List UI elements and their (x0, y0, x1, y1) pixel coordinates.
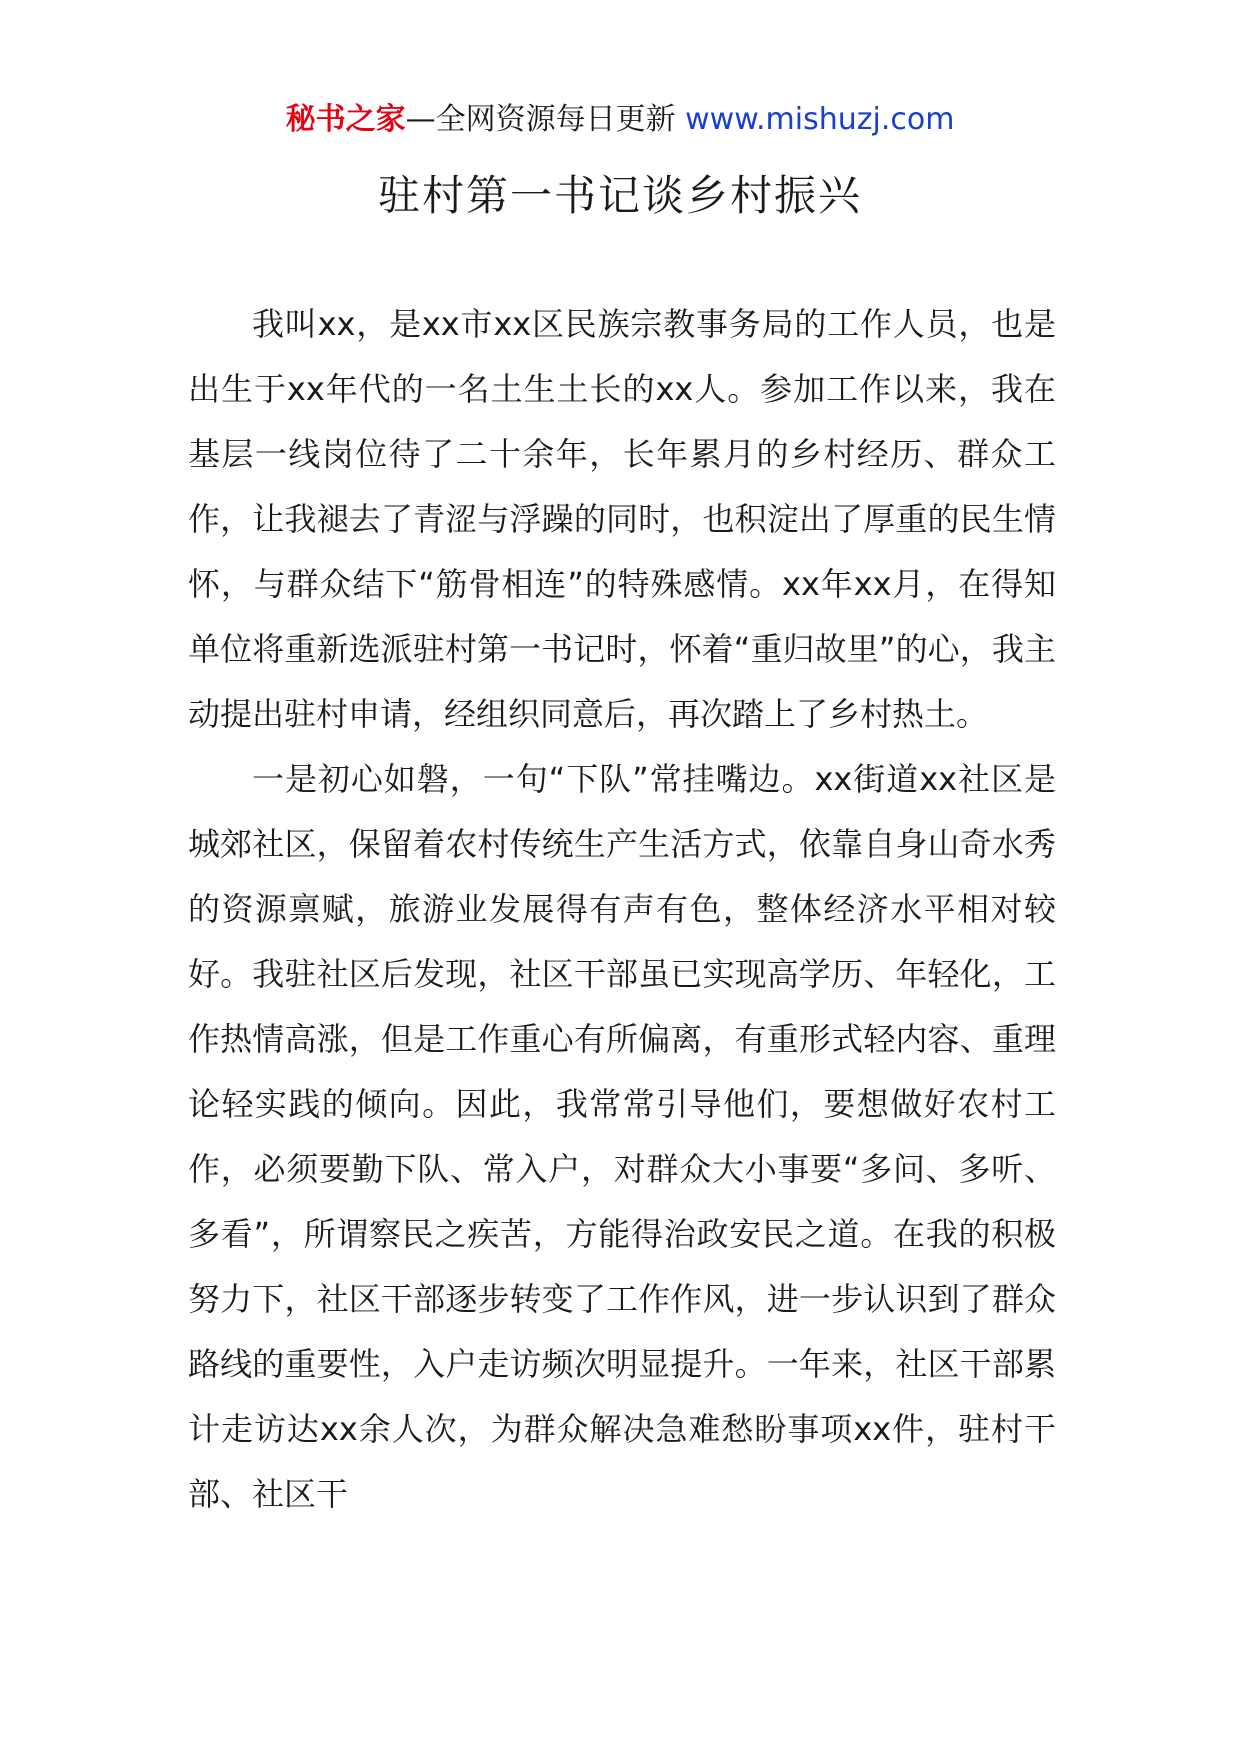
paragraph: 一是初心如磐，一句“下队”常挂嘴边。xx街道xx社区是城郊社区，保留着农村传统生产生活方式，依靠自身山奇水秀的资源禀赋，旅游业发展得有声有色，整体经济水平相对较好。我驻社区后发现，社区干部虽已实现高学历、年轻化，工作热情高涨，但是工作重心有所偏离，有重形式轻内容、重理论轻实践的倾向。因此，我常常引导他们，要想做好农村工作，必须要勤下队、常入户，对群众大小事要“多问、多听、多看”，所谓察民之疾苦，方能得治政安民之道。在我的积极努力下，社区干部逐步转变了工作作风，进一步认识到了群众路线的重要性，入户走访频次明显提升。一年来，社区干部累计走访达xx余人次，为群众解决急难愁盼事项xx件，驻村干部、社区干 (188, 760, 1056, 1513)
document-title: 驻村第一书记谈乡村振兴 (377, 171, 862, 220)
paragraph: 我叫xx，是xx市xx区民族宗教事务局的工作人员，也是出生于xx年代的一名土生土长的xx人。参加工作以来，我在基层一线岗位待了二十余年，长年累月的乡村经历、群众工作，让我褪去了青涩与浮躁的同时，也积淀出了厚重的民生情怀，与群众结下“筋骨相连”的特殊感情。xx年xx月，在得知单位将重新选派驻村第一书记时，怀着“重归故里”的心，我主动提出驻村申请，经组织同意后，再次踏上了乡村热土。 (188, 305, 1056, 733)
document-body (188, 292, 1056, 1527)
site-slogan: —全网资源每日更新 (405, 102, 686, 137)
site-header (0, 100, 1240, 140)
site-brand: 秘书之家 (285, 102, 406, 137)
site-url-link[interactable]: www.mishuzj.com (685, 102, 955, 137)
